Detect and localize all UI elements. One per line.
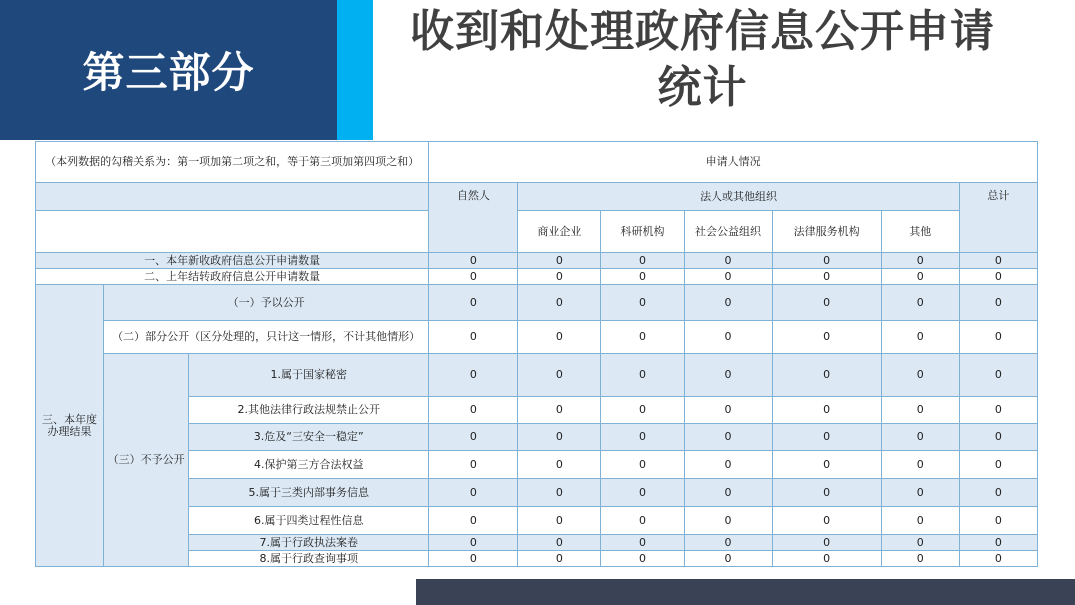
cell: 0 [881, 354, 959, 397]
cell: 0 [684, 397, 772, 424]
cell: 0 [518, 424, 601, 451]
cell: 0 [601, 397, 684, 424]
page-title-line2: 统计 [657, 62, 748, 113]
cell: 0 [772, 551, 881, 567]
cell: 0 [881, 479, 959, 507]
cell: 0 [601, 535, 684, 551]
table-note: （本列数据的勾稽关系为：第一项加第二项之和，等于第三项加第四项之和） [36, 142, 429, 183]
cell: 0 [959, 551, 1037, 567]
applicant-header: 申请人情况 [429, 142, 1038, 183]
cell: 0 [959, 451, 1037, 479]
cell: 0 [429, 535, 518, 551]
cell: 0 [518, 479, 601, 507]
cell: 0 [684, 479, 772, 507]
page-title [380, 4, 1025, 116]
cell: 0 [684, 551, 772, 567]
cell: 0 [518, 285, 601, 321]
cell: 0 [881, 535, 959, 551]
cell: 0 [601, 551, 684, 567]
cell: 0 [518, 507, 601, 535]
cell: 0 [429, 321, 518, 354]
col-research: 科研机构 [601, 211, 684, 253]
cell: 0 [959, 535, 1037, 551]
nondisclose-label: （三）不予公开 [104, 354, 189, 567]
cell: 0 [959, 269, 1037, 285]
row-label: 7.属于行政执法案卷 [189, 535, 429, 551]
page-title-line1: 收到和处理政府信息公开申请 [410, 6, 995, 57]
cell: 0 [684, 285, 772, 321]
cell: 0 [772, 451, 881, 479]
cell: 0 [959, 253, 1037, 269]
cell: 0 [429, 479, 518, 507]
cell: 0 [601, 269, 684, 285]
cell: 0 [429, 397, 518, 424]
cell: 0 [959, 424, 1037, 451]
section-label: 第三部分 [82, 48, 255, 97]
header-blank [36, 183, 429, 211]
cell: 0 [518, 451, 601, 479]
row-label: 3.危及“三安全一稳定” [189, 424, 429, 451]
cell: 0 [881, 321, 959, 354]
cell: 0 [772, 397, 881, 424]
col-legal-service: 法律服务机构 [772, 211, 881, 253]
cell: 0 [601, 479, 684, 507]
section3-label: 三、本年度办理结果 [36, 285, 104, 567]
table-row-carry [36, 269, 1038, 285]
cell: 0 [601, 321, 684, 354]
statistics-table [35, 141, 1038, 567]
cell: 0 [684, 424, 772, 451]
cell: 0 [429, 451, 518, 479]
cell: 0 [429, 253, 518, 269]
cell: 0 [959, 507, 1037, 535]
cell: 0 [772, 285, 881, 321]
cell: 0 [601, 354, 684, 397]
cell: 0 [601, 424, 684, 451]
cell: 0 [429, 354, 518, 397]
col-natural-person: 自然人 [429, 183, 518, 253]
row-label: 8.属于行政查询事项 [189, 551, 429, 567]
banner-accent-stripe [337, 0, 373, 140]
cell: 0 [959, 354, 1037, 397]
cell: 0 [518, 253, 601, 269]
cell: 0 [429, 269, 518, 285]
cell: 0 [518, 321, 601, 354]
cell: 0 [772, 535, 881, 551]
cell: 0 [772, 479, 881, 507]
row-label: 一、本年新收政府信息公开申请数量 [36, 253, 429, 269]
table-row-disclose [36, 285, 1038, 321]
table-row-nd1 [36, 354, 1038, 397]
cell: 0 [429, 551, 518, 567]
cell: 0 [684, 507, 772, 535]
cell: 0 [881, 285, 959, 321]
cell: 0 [881, 269, 959, 285]
cell: 0 [601, 253, 684, 269]
header-row-1 [36, 142, 1038, 183]
table-row-new [36, 253, 1038, 269]
cell: 0 [959, 321, 1037, 354]
cell: 0 [881, 253, 959, 269]
col-other: 其他 [881, 211, 959, 253]
col-commercial: 商业企业 [518, 211, 601, 253]
cell: 0 [684, 253, 772, 269]
row-label: 6.属于四类过程性信息 [189, 507, 429, 535]
row-label: 2.其他法律行政法规禁止公开 [189, 397, 429, 424]
cell: 0 [772, 507, 881, 535]
cell: 0 [518, 269, 601, 285]
header-row-2 [36, 183, 1038, 211]
cell: 0 [881, 397, 959, 424]
header-blank [36, 211, 429, 253]
cell: 0 [959, 479, 1037, 507]
cell: 0 [518, 535, 601, 551]
cell: 0 [772, 354, 881, 397]
cell: 0 [518, 397, 601, 424]
row-label: 5.属于三类内部事务信息 [189, 479, 429, 507]
cell: 0 [684, 354, 772, 397]
cell: 0 [601, 285, 684, 321]
cell: 0 [601, 451, 684, 479]
cell: 0 [772, 321, 881, 354]
cell: 0 [772, 253, 881, 269]
cell: 0 [601, 507, 684, 535]
row-label: 二、上年结转政府信息公开申请数量 [36, 269, 429, 285]
row-label: 4.保护第三方合法权益 [189, 451, 429, 479]
cell: 0 [881, 451, 959, 479]
cell: 0 [881, 551, 959, 567]
cell: 0 [429, 424, 518, 451]
col-total: 总计 [959, 183, 1037, 253]
table-row-partial [36, 321, 1038, 354]
cell: 0 [959, 397, 1037, 424]
footer-bar [416, 579, 1075, 605]
header-row-3 [36, 211, 1038, 253]
cell: 0 [881, 424, 959, 451]
cell: 0 [684, 451, 772, 479]
col-public-welfare: 社会公益组织 [684, 211, 772, 253]
cell: 0 [772, 424, 881, 451]
cell: 0 [684, 269, 772, 285]
cell: 0 [518, 551, 601, 567]
row-label: （二）部分公开（区分处理的，只计这一情形，不计其他情形） [104, 321, 429, 354]
cell: 0 [684, 321, 772, 354]
row-label: 1.属于国家秘密 [189, 354, 429, 397]
cell: 0 [881, 507, 959, 535]
cell: 0 [684, 535, 772, 551]
cell: 0 [429, 507, 518, 535]
cell: 0 [959, 285, 1037, 321]
cell: 0 [429, 285, 518, 321]
col-legal-group: 法人或其他组织 [518, 183, 959, 211]
cell: 0 [772, 269, 881, 285]
row-label: （一）予以公开 [104, 285, 429, 321]
cell: 0 [518, 354, 601, 397]
